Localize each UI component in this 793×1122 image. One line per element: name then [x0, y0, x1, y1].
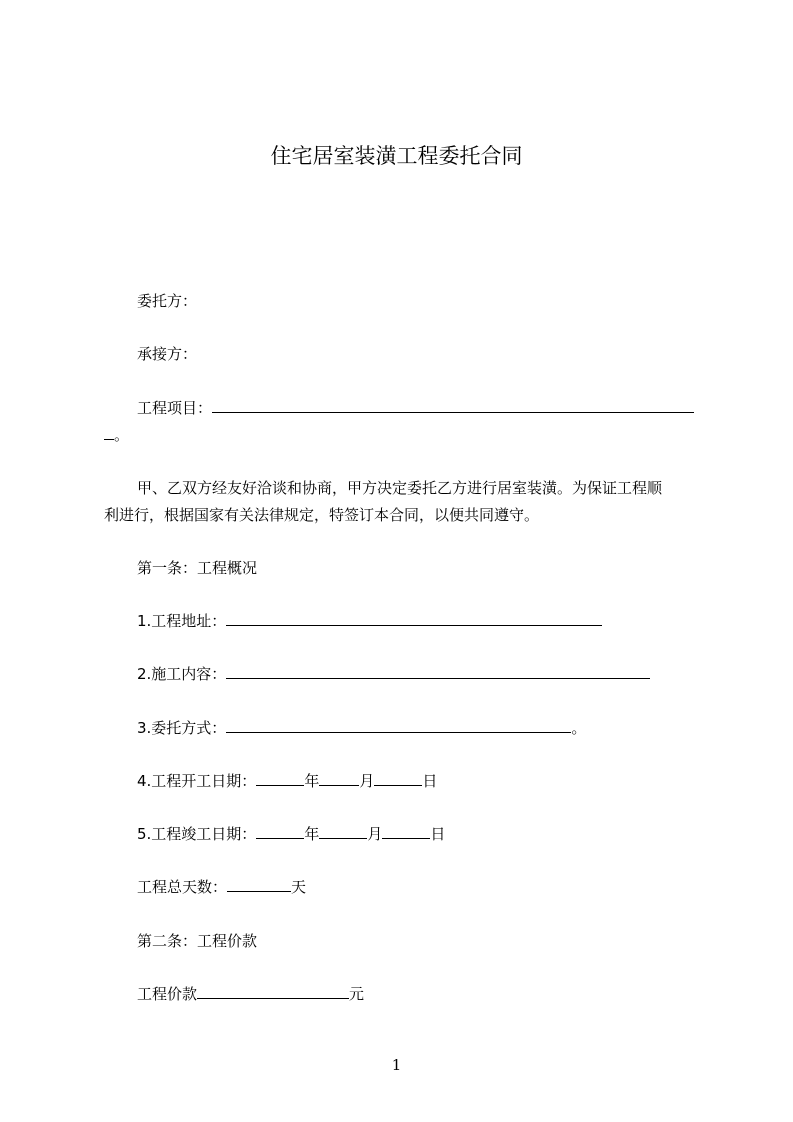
start-month-blank[interactable] [319, 771, 359, 786]
content-line [137, 664, 650, 684]
total-days-line [137, 877, 306, 897]
client-label: 委托方： [137, 292, 198, 310]
start-day-blank[interactable] [374, 771, 422, 786]
project-blank[interactable] [212, 398, 694, 413]
article2-heading: 第二条：工程价款 [137, 932, 258, 950]
end-date-line [137, 824, 445, 844]
price-line [137, 984, 364, 1004]
project-line [137, 398, 694, 418]
price-blank[interactable] [197, 984, 349, 999]
contractor-label: 承接方： [137, 345, 198, 363]
end-day-blank[interactable] [382, 824, 430, 839]
contractor-line [137, 344, 197, 364]
page-number: 1 [391, 1056, 402, 1074]
address-line [137, 611, 602, 631]
content-label: 2.施工内容： [137, 665, 227, 683]
total-days-unit: 天 [291, 878, 307, 896]
start-date-line [137, 771, 437, 791]
article1-heading: 第一条：工程概况 [137, 559, 258, 577]
intro-line-2: 利进行，根据国家有关法律规定，特签订本合同，以便共同遵守。 [104, 506, 540, 524]
method-line [137, 718, 586, 738]
method-tail: 。 [571, 719, 587, 737]
method-blank[interactable] [226, 718, 571, 733]
total-days-blank[interactable] [227, 877, 291, 892]
address-label: 1.工程地址： [137, 612, 227, 630]
start-year-unit: 年 [304, 772, 320, 790]
document-title: 住宅居室装潢工程委托合同 [270, 144, 523, 168]
end-month-blank[interactable] [319, 824, 367, 839]
project-tail: 。 [114, 426, 130, 444]
end-label: 5.工程竣工日期： [137, 825, 257, 843]
project-label: 工程项目： [137, 399, 213, 417]
price-unit: 元 [349, 985, 365, 1003]
end-month-unit: 月 [367, 825, 383, 843]
end-year-blank[interactable] [256, 824, 304, 839]
end-year-unit: 年 [304, 825, 320, 843]
end-day-unit: 日 [430, 825, 446, 843]
project-blank-cont[interactable] [104, 425, 114, 440]
project-line-cont [104, 425, 129, 445]
price-label: 工程价款 [137, 985, 198, 1003]
total-days-label: 工程总天数： [137, 878, 228, 896]
intro-line-1: 甲、乙双方经友好洽谈和协商，甲方决定委托乙方进行居室装潢。为保证工程顺 [137, 479, 663, 497]
address-blank[interactable] [226, 611, 602, 626]
start-label: 4.工程开工日期： [137, 772, 257, 790]
start-month-unit: 月 [359, 772, 375, 790]
client-line [137, 291, 197, 311]
start-day-unit: 日 [422, 772, 438, 790]
content-blank[interactable] [226, 664, 650, 679]
method-label: 3.委托方式： [137, 719, 227, 737]
start-year-blank[interactable] [256, 771, 304, 786]
